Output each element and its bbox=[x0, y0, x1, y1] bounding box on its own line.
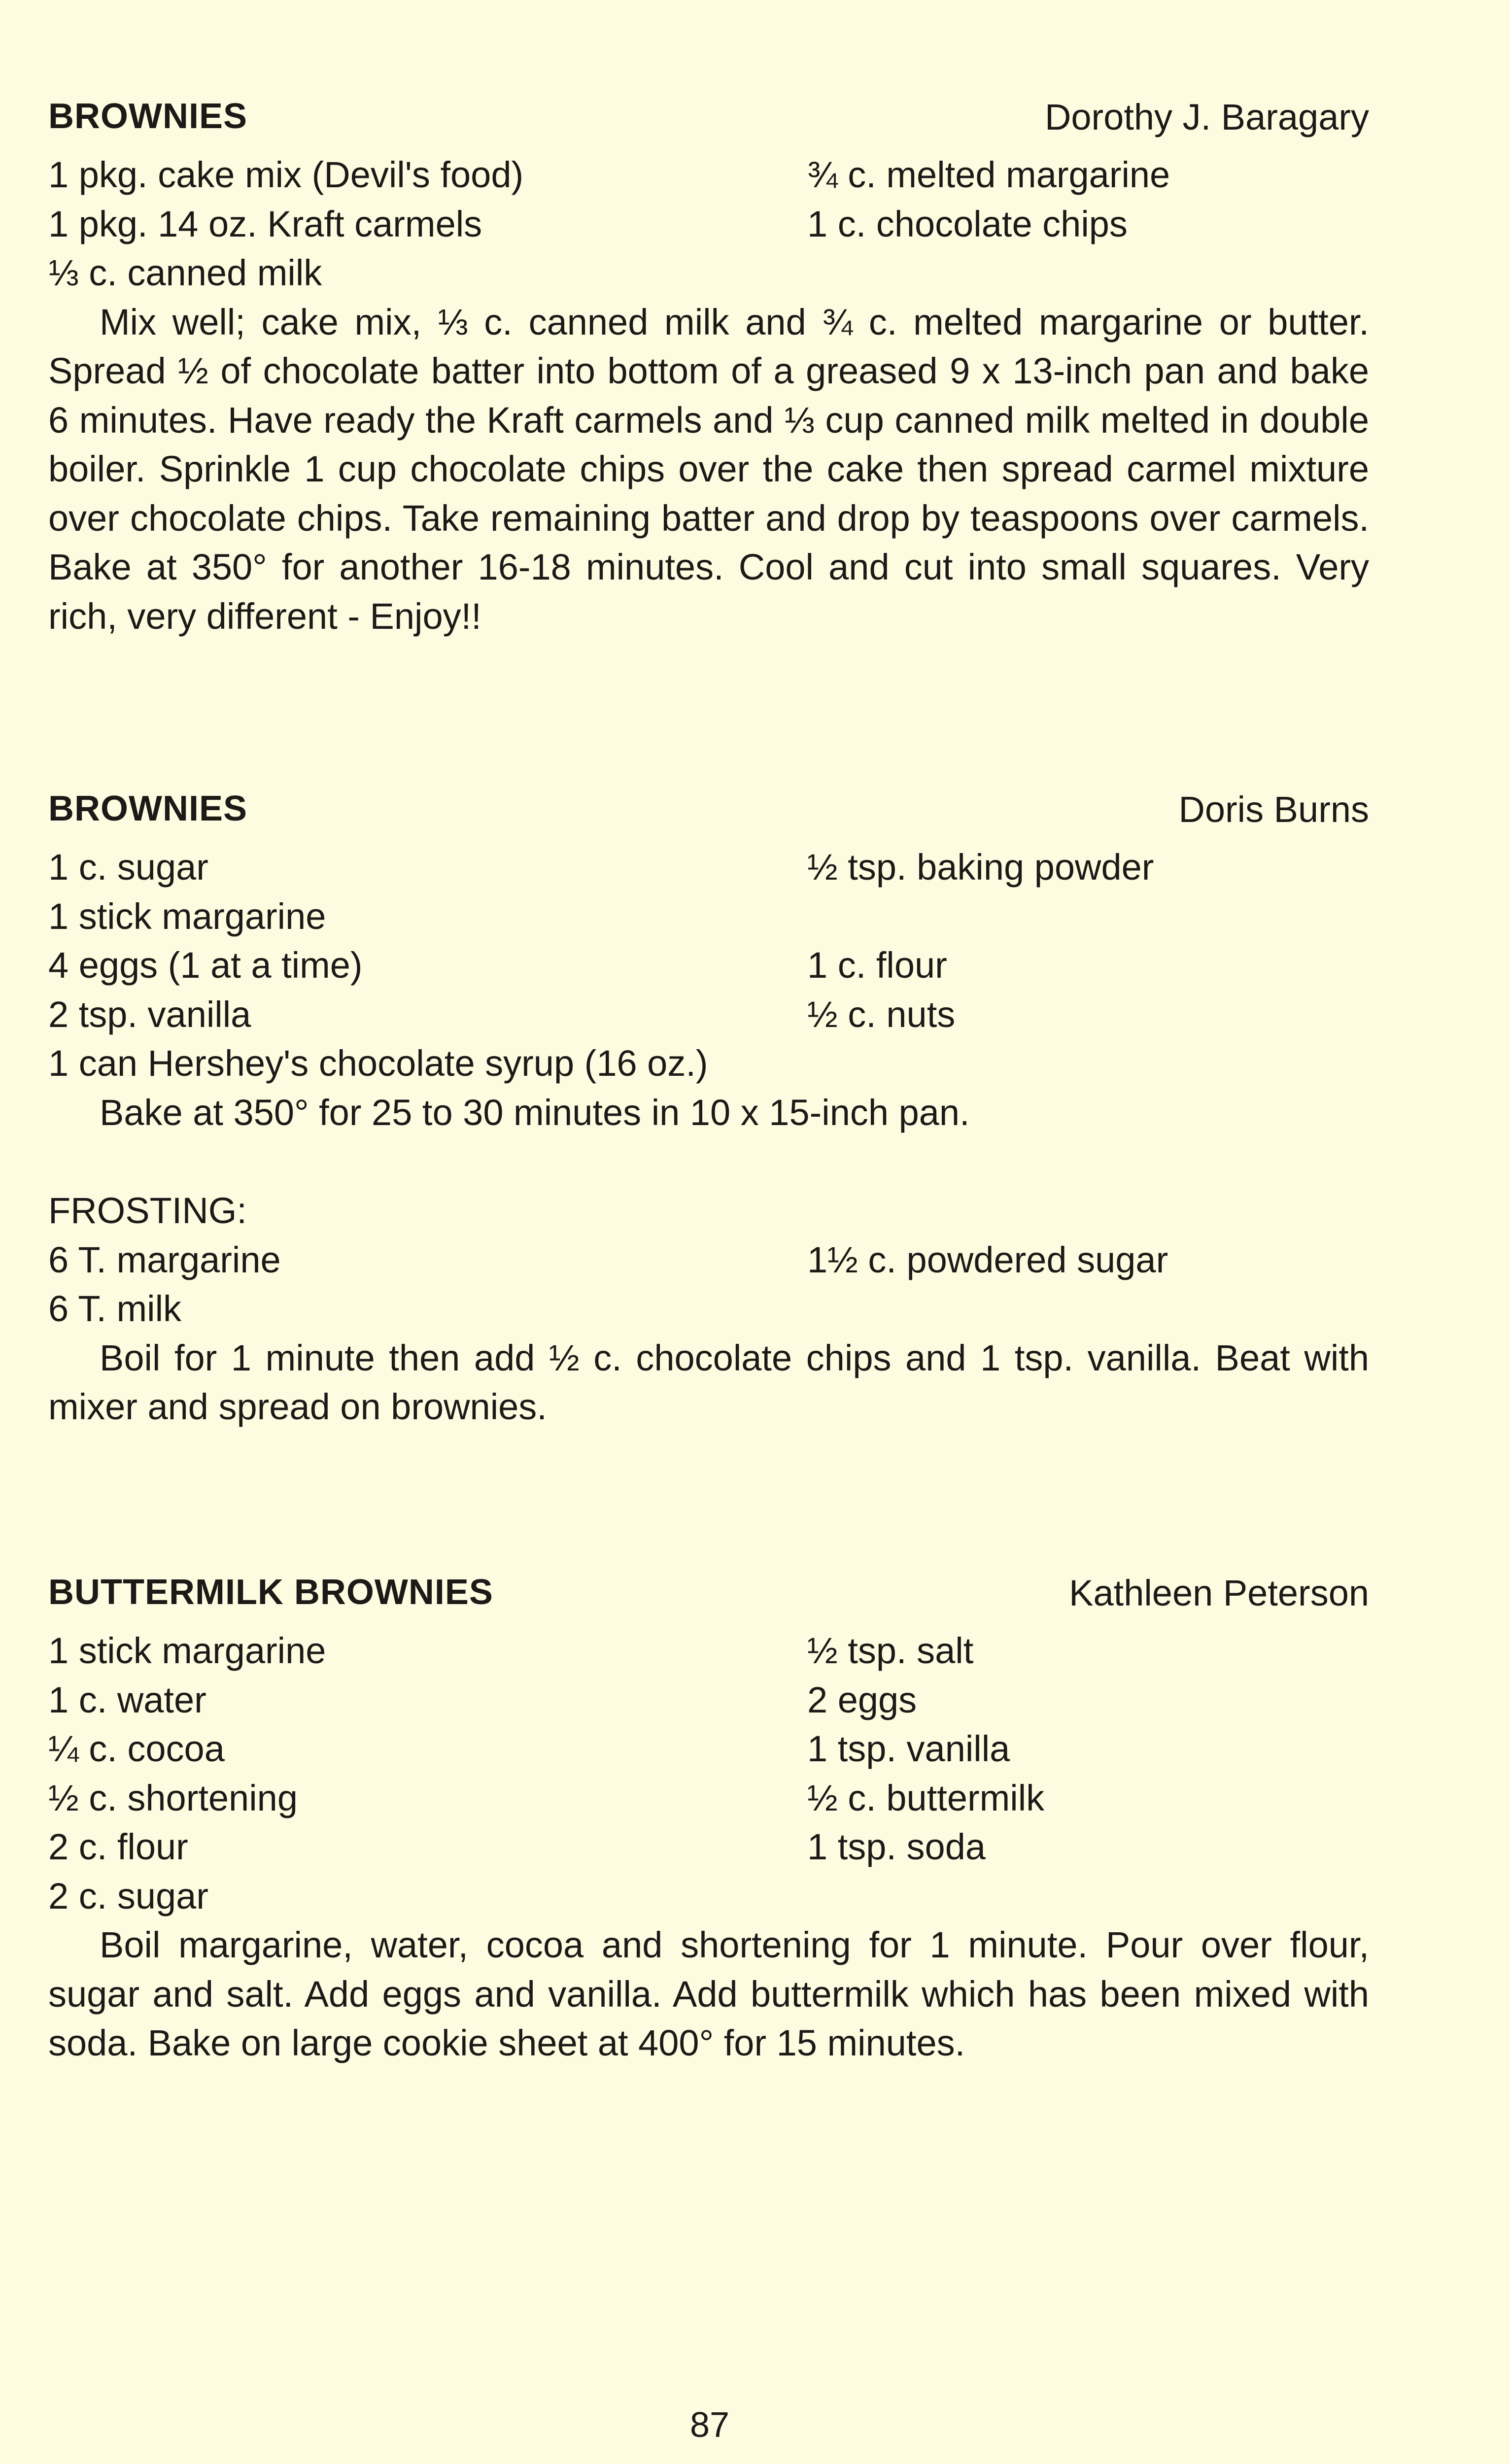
recipe-author: Dorothy J. Baragary bbox=[1044, 97, 1369, 137]
ingredient: 1 pkg. cake mix (Devil's food) bbox=[48, 154, 524, 195]
ingredient-list bbox=[48, 843, 1369, 1088]
ingredient: 1 pkg. 14 oz. Kraft carmels bbox=[48, 203, 482, 244]
ingredient bbox=[807, 1039, 1369, 1088]
recipe-title: BUTTERMILK BROWNIES bbox=[48, 1573, 493, 1612]
ingredient: 1 c. sugar bbox=[48, 847, 208, 888]
ingredient: 1 c. chocolate chips bbox=[807, 203, 1128, 244]
ingredient: ¾ c. melted margarine bbox=[807, 154, 1170, 195]
recipe-header bbox=[48, 788, 1369, 843]
ingredient: 1 tsp. soda bbox=[807, 1826, 986, 1867]
ingredient: 2 tsp. vanilla bbox=[48, 993, 251, 1035]
spacer bbox=[48, 1137, 1369, 1186]
recipe-title: BROWNIES bbox=[48, 97, 247, 136]
ingredient: 2 c. flour bbox=[48, 1826, 188, 1867]
recipe-author: Doris Burns bbox=[1178, 789, 1369, 830]
recipe-body bbox=[48, 1626, 1369, 2068]
recipe-brownies-burns bbox=[48, 788, 1369, 1432]
ingredient bbox=[807, 892, 1369, 941]
ingredient: 1 c. water bbox=[48, 1679, 206, 1720]
recipe-title: BROWNIES bbox=[48, 789, 247, 828]
frosting-ingredient-list bbox=[48, 1235, 1369, 1334]
recipe-directions: Mix well; cake mix, ⅓ c. canned milk and ¾ c. melted margarine or butter. Spread ½ of chocolate batter into bottom of a greased 9 x 13-inch pan and bake 6 minutes. Have ready the Kraft carmels and ⅓ cup canned milk melted in double boiler. Sprinkle 1 cup chocolate chips over the cake then spread carmel mixture over chocolate chips. Take remaining batter and drop by teaspoons over carmels. Bake at 350° for another 16-18 minutes. Cool and cut into small squares. Very rich, very different - Enjoy!! bbox=[48, 301, 1369, 637]
recipe-directions: Boil margarine, water, cocoa and shortening for 1 minute. Pour over flour, sugar and salt. Add eggs and vanilla. Add buttermilk which has been mixed with soda. Bake on large cookie sheet at 400° for 15 minutes. bbox=[48, 1924, 1369, 2063]
recipe-header bbox=[48, 1572, 1369, 1626]
ingredient-list bbox=[48, 150, 1369, 298]
recipe-body bbox=[48, 843, 1369, 1432]
page-number: 87 bbox=[689, 2405, 730, 2445]
recipe-body bbox=[48, 150, 1369, 641]
ingredient: 1 c. flour bbox=[807, 945, 947, 986]
ingredient: 2 eggs bbox=[807, 1679, 917, 1720]
ingredient: 6 T. margarine bbox=[48, 1239, 281, 1280]
ingredient: ¼ c. cocoa bbox=[48, 1728, 225, 1769]
recipe-buttermilk-brownies bbox=[48, 1572, 1369, 2068]
ingredient: 4 eggs (1 at a time) bbox=[48, 945, 363, 986]
ingredient: ⅓ c. canned milk bbox=[48, 252, 322, 293]
ingredient: 1½ c. powdered sugar bbox=[807, 1239, 1168, 1280]
ingredient: ½ tsp. baking powder bbox=[807, 847, 1154, 888]
ingredient bbox=[807, 248, 1369, 298]
ingredient: ½ c. nuts bbox=[807, 993, 956, 1035]
ingredient bbox=[807, 1872, 1369, 1921]
ingredient: ½ c. shortening bbox=[48, 1777, 298, 1818]
ingredient: 1 tsp. vanilla bbox=[807, 1728, 1010, 1769]
ingredient: 1 stick margarine bbox=[48, 1630, 326, 1671]
ingredient-list bbox=[48, 1626, 1369, 1920]
recipe-header bbox=[48, 96, 1369, 150]
ingredient: 2 c. sugar bbox=[48, 1875, 208, 1916]
ingredient: ½ tsp. salt bbox=[807, 1630, 974, 1671]
ingredient: 1 can Hershey's chocolate syrup (16 oz.) bbox=[48, 1043, 708, 1084]
recipe-author: Kathleen Peterson bbox=[1069, 1573, 1369, 1613]
frosting-heading: FROSTING: bbox=[48, 1190, 247, 1231]
ingredient: ½ c. buttermilk bbox=[807, 1777, 1045, 1818]
recipe-directions: Bake at 350° for 25 to 30 minutes in 10 x 15-inch pan. bbox=[100, 1092, 970, 1133]
recipe-brownies-baragary bbox=[48, 96, 1369, 641]
ingredient: 1 stick margarine bbox=[48, 895, 326, 937]
frosting-directions: Boil for 1 minute then add ½ c. chocolate chips and 1 tsp. vanilla. Beat with mixer and spread on brownies. bbox=[48, 1337, 1369, 1427]
ingredient bbox=[807, 1284, 1369, 1334]
ingredient: 6 T. milk bbox=[48, 1288, 182, 1329]
